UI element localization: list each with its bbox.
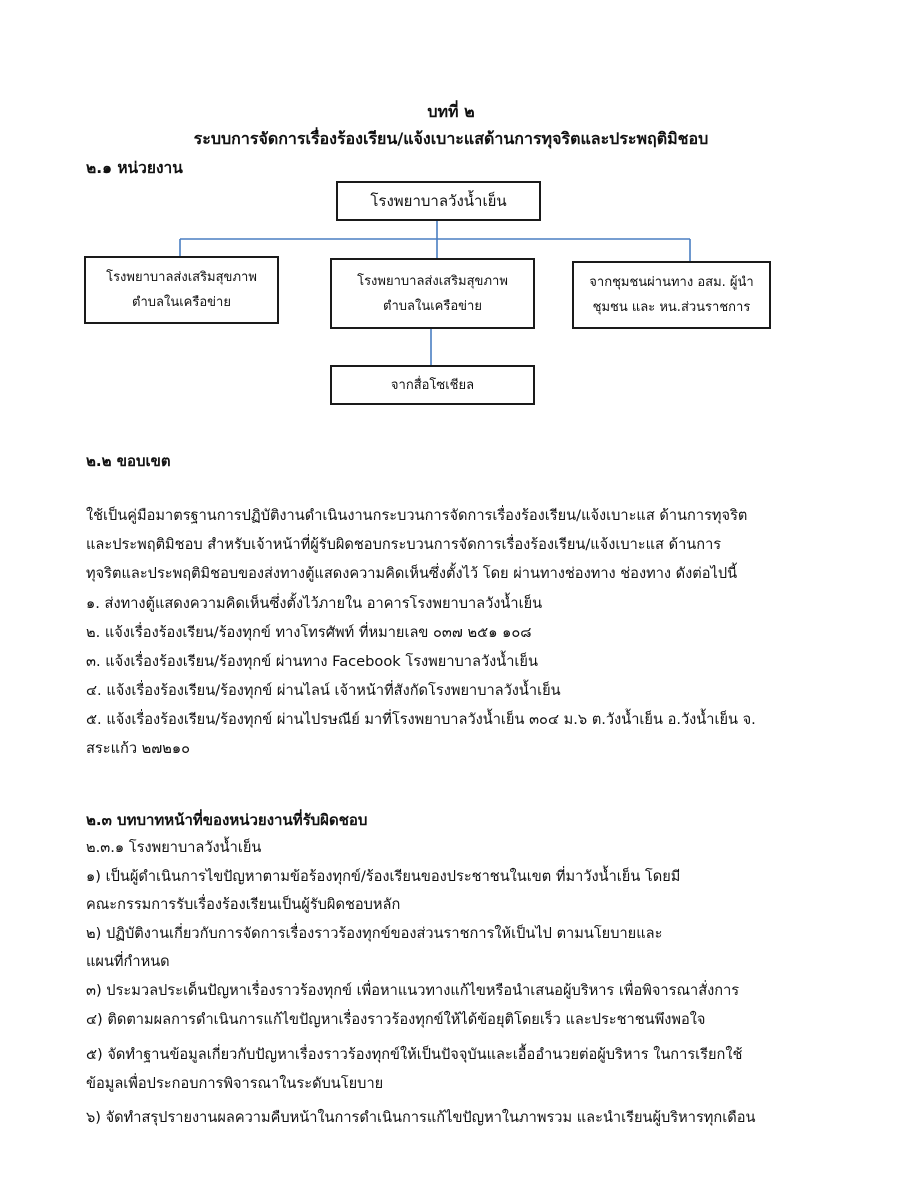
scope-line: ใช้เป็นคู่มือมาตรฐานการปฏิบัติงานดำเนินงานกระบวนการจัดการเรื่องร้องเรียน/แจ้งเบาะแส ด้านการทุจริต [86,507,748,524]
scope-line: ๑. ส่งทางตู้แสดงความคิดเห็นซึ่งตั้งไว้ภายใน อาคารโรงพยาบาลวังน้ำเย็น [86,595,543,612]
org-node-left-line1: โรงพยาบาลส่งเสริมสุขภาพ [106,270,257,285]
roles-line: ๒) ปฏิบัติงานเกี่ยวกับการจัดการเรื่องราวร้องทุกข์ของส่วนราชการให้เป็นไป ตามนโยบายและ [86,925,663,942]
chapter-title: บทที่ ๒ [427,102,475,121]
section-heading-roles: ๒.๓ บทบาทหน้าที่ของหน่วยงานที่รับผิดชอบ [86,811,368,829]
roles-line: ๓) ประมวลประเด็นปัญหาเรื่องราวร้องทุกข์ เพื่อหาแนวทางแก้ไขหรือนำเสนอผู้บริหาร เพื่อพิจารณาสั่งการ [86,982,740,999]
org-node-bottom-label: จากสื่อโซเชียล [390,377,475,393]
scope-line: และประพฤติมิชอบ สำหรับเจ้าหน้าที่ผู้รับผิดชอบกระบวนการจัดการเรื่องร้องเรียน/แจ้งเบาะแส ด้านการ [86,536,722,553]
roles-line: ๕) จัดทำฐานข้อมูลเกี่ยวกับปัญหาเรื่องราวร้องทุกข์ให้เป็นปัจจุบันและเอื้ออำนวยต่อผู้บริหาร ในการเรียกใช้ [86,1046,743,1063]
org-node-left-line2: ตำบลในเครือข่าย [132,295,231,310]
scope-line: สระแก้ว ๒๗๒๑๐ [86,740,191,757]
scope-line: ๔. แจ้งเรื่องร้องเรียน/ร้องทุกข์ ผ่านไลน์ เจ้าหน้าที่สังกัดโรงพยาบาลวังน้ำเย็น [86,682,561,699]
scope-line: ๓. แจ้งเรื่องร้องเรียน/ร้องทุกข์ ผ่านทาง Facebook โรงพยาบาลวังน้ำเย็น [86,653,538,670]
roles-line: ๖) จัดทำสรุปรายงานผลความคืบหน้าในการดำเนินการแก้ไขปัญหาในภาพรวม และนำเรียนผู้บริหารทุกเดือน [86,1109,756,1126]
scope-line: ๕. แจ้งเรื่องร้องเรียน/ร้องทุกข์ ผ่านไปรษณีย์ มาที่โรงพยาบาลวังน้ำเย็น ๓๐๔ ม.๖ ต.วังน้ำเย็น อ.วังน้ำเย็น จ. [86,711,756,728]
roles-line: ๒.๓.๑ โรงพยาบาลวังน้ำเย็น [86,839,262,856]
org-node-right [572,261,771,329]
chapter-subtitle: ระบบการจัดการเรื่องร้องเรียน/แจ้งเบาะแสด้านการทุจริตและประพฤติมิชอบ [193,129,709,148]
roles-line: แผนที่กำหนด [86,953,170,970]
org-node-bottom [330,365,535,405]
roles-line: ๑) เป็นผู้ดำเนินการไขปัญหาตามข้อร้องทุกข์/ร้องเรียนของประชาชนในเขต ที่มาวังน้ำเย็น โดยมี [86,868,681,885]
org-node-middle-line2: ตำบลในเครือข่าย [383,298,482,314]
org-node-left [84,256,279,324]
org-node-middle [330,258,535,329]
org-node-right-line1: จากชุมชนผ่านทาง อสม. ผู้นำ [589,275,754,290]
scope-line: ทุจริตและประพฤติมิชอบของส่งทางตู้แสดงความคิดเห็นซึ่งตั้งไว้ โดย ผ่านทางช่องทาง ช่องทาง ดังต่อไปนี้ [86,565,738,582]
org-node-right-line2: ชุมชน และ หน.ส่วนราชการ [592,300,751,315]
roles-line: ๔) ติดตามผลการดำเนินการแก้ไขปัญหาเรื่องราวร้องทุกข์ให้ได้ข้อยุติโดยเร็ว และประชาชนพึงพอใจ [86,1011,706,1028]
section-heading-scope: ๒.๒ ขอบเขต [86,452,171,470]
section-heading-unit: ๒.๑ หน่วยงาน [86,159,183,177]
roles-line: ข้อมูลเพื่อประกอบการพิจารณาในระดับนโยบาย [86,1075,384,1092]
org-node-middle-line1: โรงพยาบาลส่งเสริมสุขภาพ [357,273,508,289]
org-node-root [336,181,541,221]
roles-line: คณะกรรมการรับเรื่องร้องเรียนเป็นผู้รับผิดชอบหลัก [86,896,401,913]
org-node-root-label: โรงพยาบาลวังน้ำเย็น [370,191,507,210]
scope-line: ๒. แจ้งเรื่องร้องเรียน/ร้องทุกข์ ทางโทรศัพท์ ที่หมายเลข ๐๓๗ ๒๕๑ ๑๐๘ [86,624,532,641]
